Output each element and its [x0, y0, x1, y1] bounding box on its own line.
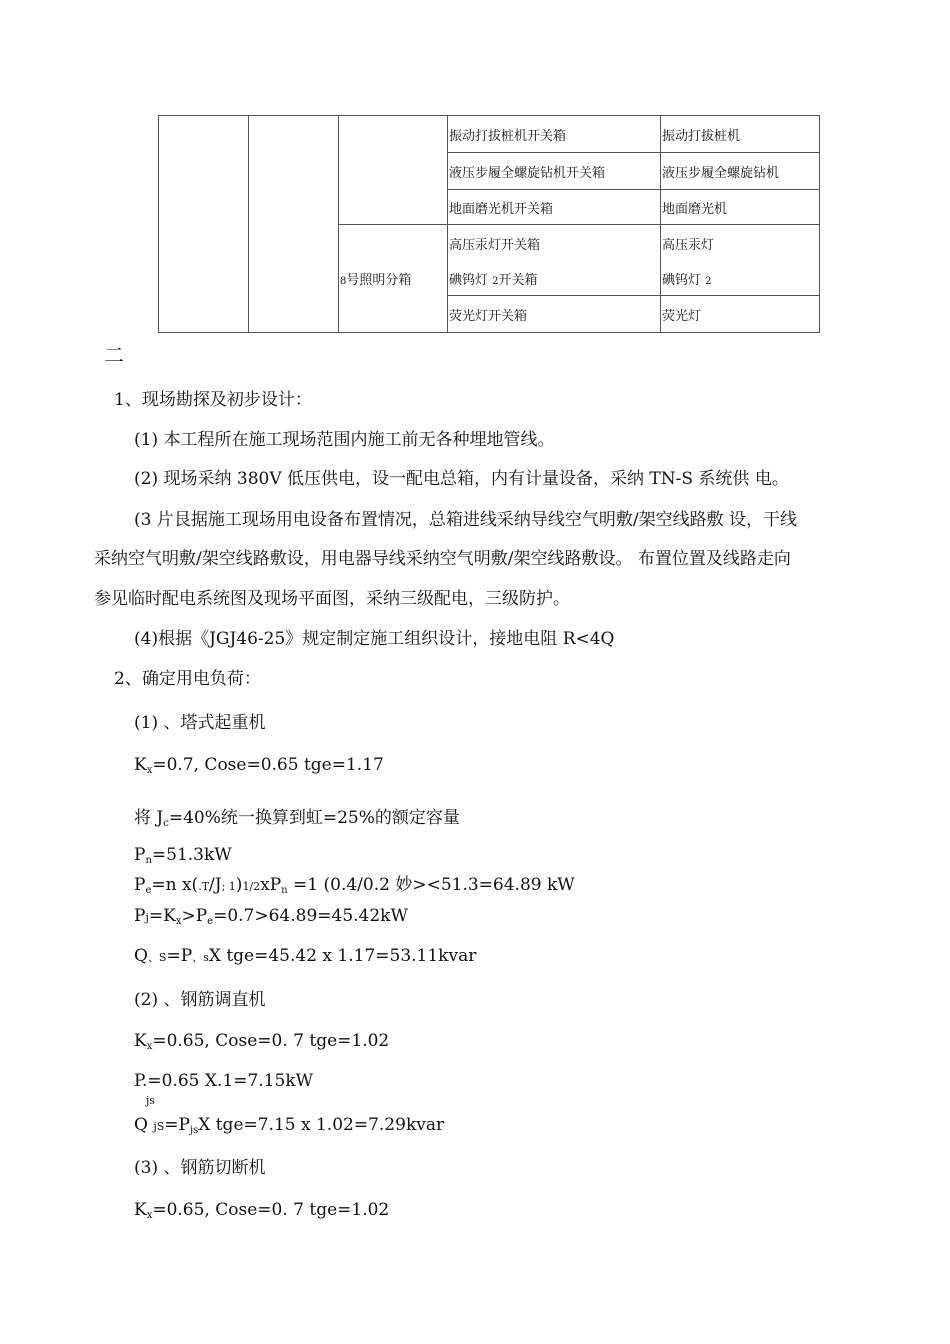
- formula-kx-1: Kx=0.7, Cose=0.65 tge=1.17: [134, 755, 384, 776]
- paragraph-4: (4)根据《JGJ46-25》规定制定施工组织设计，接地电阻 R<4Q: [134, 629, 615, 649]
- paragraph-1: (1) 本工程所在施工现场范围内施工前无各种埋地管线。: [134, 430, 555, 450]
- formula-pe: Pe=n x(.T/J; 1)1/2xPn =1 (0.4/0.2 妙><51.3=64.89 kW: [134, 875, 575, 896]
- formula-kx-3: Kx=0.65, Cose=0. 7 tge=1.02: [134, 1200, 390, 1221]
- paragraph-3-line-3: 参见临时配电系统图及现场平面图，采纳三级配电，三级防护。: [94, 589, 570, 609]
- table-cell-device: 碘钨灯 2: [661, 261, 820, 296]
- table-cell-device: 地面磨光机: [661, 190, 820, 225]
- formula-qjs-1: Q、S=P、sX tge=45.42 x 1.17=53.11kvar: [134, 946, 477, 966]
- formula-pn: Pn=51.3kW: [134, 845, 232, 866]
- table-cell-box: 荧光灯开关箱: [448, 296, 661, 333]
- heading-2: 2、确定用电负荷：: [114, 669, 261, 689]
- conversion-line: 将 Jc=40%统一换算到虹=25%的额定容量: [134, 808, 460, 829]
- table-cell-box: 高压汞灯开关箱: [448, 225, 661, 262]
- subsection-2-title: (2) 、钢筋调直机: [134, 990, 266, 1010]
- formula-pjs-2-subscript: js: [146, 1094, 156, 1107]
- subsection-3-title: (3) 、钢筋切断机: [134, 1158, 266, 1178]
- table-cell-device: 高压汞灯: [661, 225, 820, 262]
- table-cell-box: 液压步履全螺旋钻机开关箱: [448, 153, 661, 190]
- table-cell-box: 地面磨光机开关箱: [448, 190, 661, 225]
- formula-qjs-2: Q jS=PjsX tge=7.15 x 1.02=7.29kvar: [134, 1115, 445, 1136]
- paragraph-2: (2) 现场采纳 380V 低压供电，设一配电总箱，内有计量设备，采纳 TN-S 系统供 电。: [134, 469, 789, 489]
- table-cell-device: 荧光灯: [661, 296, 820, 333]
- table-cell-empty: [339, 116, 448, 225]
- table-cell-panel: 8号照明分箱: [339, 225, 448, 333]
- table-cell-empty: [159, 116, 249, 333]
- table-cell-device: 液压步履全螺旋钻机: [661, 153, 820, 190]
- formula-kx-2: Kx=0.65, Cose=0. 7 tge=1.02: [134, 1031, 390, 1052]
- table-cell-box: 碘钨灯 2开关箱: [448, 261, 661, 296]
- paragraph-3-line-2: 采纳空气明敷/架空线路敷设，用电器导线采纳空气明敷/架空线路敷设。 布置位置及线路走向: [94, 549, 791, 569]
- formula-pj: Pj=Kx>Pe=0.7>64.89=45.42kW: [134, 906, 408, 927]
- heading-1: 1、现场勘探及初步设计：: [114, 390, 312, 410]
- table-cell-box: 振动打拔桩机开关箱: [448, 116, 661, 153]
- distribution-table: [158, 115, 820, 333]
- subsection-1-title: (1) 、塔式起重机: [134, 713, 266, 733]
- section-mark: 二: [104, 343, 124, 367]
- table-cell-empty: [249, 116, 339, 333]
- table-cell-device: 振动打拔桩机: [661, 116, 820, 153]
- formula-pjs-2: P.=0.65 X.1=7.15kW: [134, 1071, 314, 1091]
- paragraph-3-line-1: (3 片艮据施工现场用电设备布置情况，总箱进线采纳导线空气明敷/架空线路敷 设，干线: [134, 510, 797, 530]
